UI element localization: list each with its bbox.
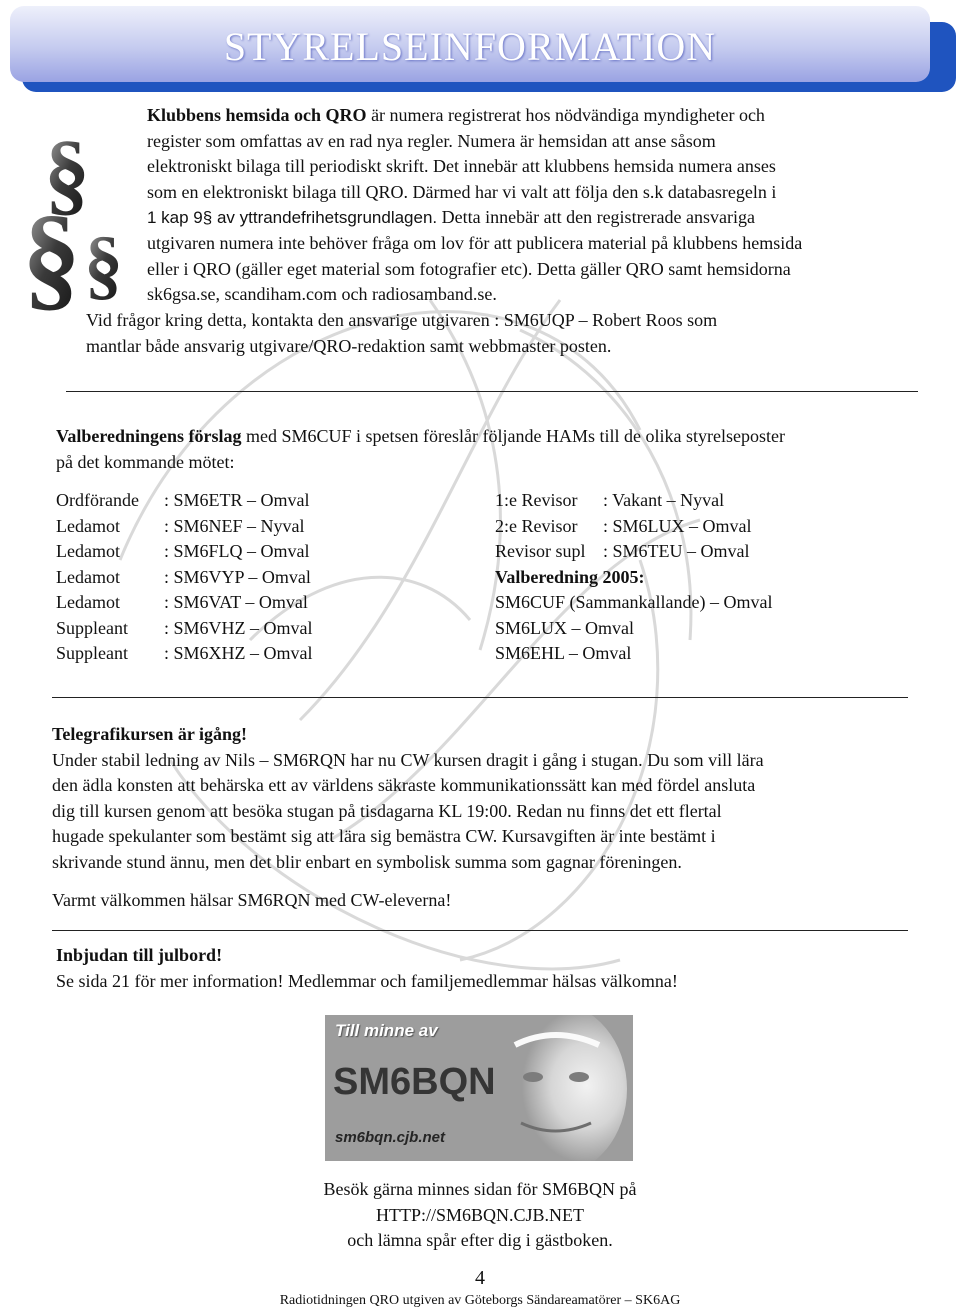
christmas-dinner-invite: Inbjudan till julbord! Se sida 21 för mer information! Medlemmar och familjemedlemmar hälsas välkomna! — [56, 945, 678, 991]
board-nominations-list — [56, 488, 476, 667]
svg-text:§: § — [44, 122, 90, 224]
nomination-row: 1:e Revisor : Vakant – Nyval — [495, 490, 725, 510]
qro-contact-text: Vid frågor kring detta, kontakta den ansvarige utgivaren : SM6UQP – Robert Roos som mantlar både ansvarig utgivare/QRO-redaktion samt webbmaster posten. — [86, 310, 718, 356]
committee-member: SM6CUF (Sammankallande) – Omval — [495, 592, 773, 612]
svg-text:§: § — [22, 191, 81, 314]
nomination-row: Ledamot : SM6VYP – Omval — [56, 566, 311, 587]
nomination-row: Suppleant : SM6XHZ – Omval — [56, 643, 313, 663]
qro-registration-notice: Klubbens hemsida och QRO är numera registrerat hos nödvändiga myndigheter och register som omfattas av en rad nya regler. Numera är hemsidan att anse såsom elektroniskt bilaga till periodiskt skrift. Det innebär att klubbens hemsida numera anses som en elektroniskt bilaga till QRO. Därmed har vi valt att följa den s.k databasregeln i 1 kap 9§ av yttrandefrihetsgrundlagen. Detta innebär att den registrerade ansvariga utgivaren numera inte behöver fråga om lov för att publicera material på klubbens hemsida eller i QRO (gäller eget material som fotografier etc). Detta gäller QRO samt hemsidorna sk6gsa.se, scandiham.com och radiosamband.se. — [147, 105, 803, 305]
nomination-row: Ordförande : SM6ETR – Omval — [56, 490, 310, 510]
memorial-banner-image — [325, 1015, 633, 1161]
nomination-row: Ledamot : SM6VAT – Omval — [56, 592, 308, 612]
svg-text:§: § — [84, 220, 123, 307]
committee-heading: Valberedning 2005: — [495, 566, 645, 587]
memorial-callsign: SM6BQN — [333, 1061, 496, 1103]
qro-notice-lead: Klubbens hemsida och QRO — [147, 105, 367, 125]
telegraphy-course-section: Telegrafikursen är igång! Under stabil ledning av Nils – SM6RQN har nu CW kursen dragit i gång i stugan. Du som vill lära den ädla konsten att behärska ett av världens säkraste kommunikationssätt kan med fördel ansluta dig till kursen genom att besöka stugan på tisdagarna KL 19:00. Redan nu finns det ett flertal hugade spekulanter som bestämt sig att lära sig bemästra CW. Kursavgiften är inte bestämt i skrivande stund ännu, men det blir enbart en symbolisk summa som gagnar föreningen. — [52, 724, 764, 872]
memorial-url: sm6bqn.cjb.net — [335, 1129, 446, 1146]
memorial-visit-text: Besök gärna minnes sidan för SM6BQN på HTTP://SM6BQN.CJB.NET och lämna spår efter dig i gästboken. — [240, 1177, 720, 1254]
memorial-link[interactable]: HTTP://SM6BQN.CJB.NET — [375, 1204, 585, 1225]
divider — [52, 930, 908, 931]
valberedning-intro: Valberedningens förslag med SM6CUF i spetsen föreslår följande HAMs till de olika styrelseposter på det kommande mötet: — [56, 426, 785, 472]
page-number: 4 — [475, 1267, 485, 1289]
nomination-row: 2:e Revisor : SM6LUX – Omval — [495, 515, 752, 536]
nomination-row: Suppleant : SM6VHZ – Omval — [56, 617, 313, 638]
nomination-row: Ledamot : SM6NEF – Nyval — [56, 515, 305, 536]
divider — [66, 391, 918, 392]
valberedning-lead: Valberedningens förslag — [56, 426, 242, 446]
memorial-caption: Till minne av — [335, 1021, 438, 1040]
divider — [52, 697, 908, 698]
committee-member: SM6LUX – Omval — [495, 617, 634, 638]
invite-heading: Inbjudan till julbord! — [56, 945, 223, 965]
telegraphy-heading: Telegrafikursen är igång! — [52, 724, 248, 744]
page-footer: Radiotidningen QRO utgiven av Göteborgs Sändareamatörer – SK6AG — [279, 1293, 681, 1308]
nomination-row: Revisor supl : SM6TEU – Omval — [495, 541, 750, 561]
paragraph-sign-icon — [22, 118, 140, 314]
committee-member: SM6EHL – Omval — [495, 643, 632, 663]
telegraphy-welcome: Varmt välkommen hälsar SM6RQN med CW-eleverna! — [52, 890, 452, 910]
auditor-nominations-list — [495, 488, 925, 667]
nomination-row: Ledamot : SM6FLQ – Omval — [56, 541, 310, 561]
page-title: STYRELSEINFORMATION — [223, 24, 717, 69]
